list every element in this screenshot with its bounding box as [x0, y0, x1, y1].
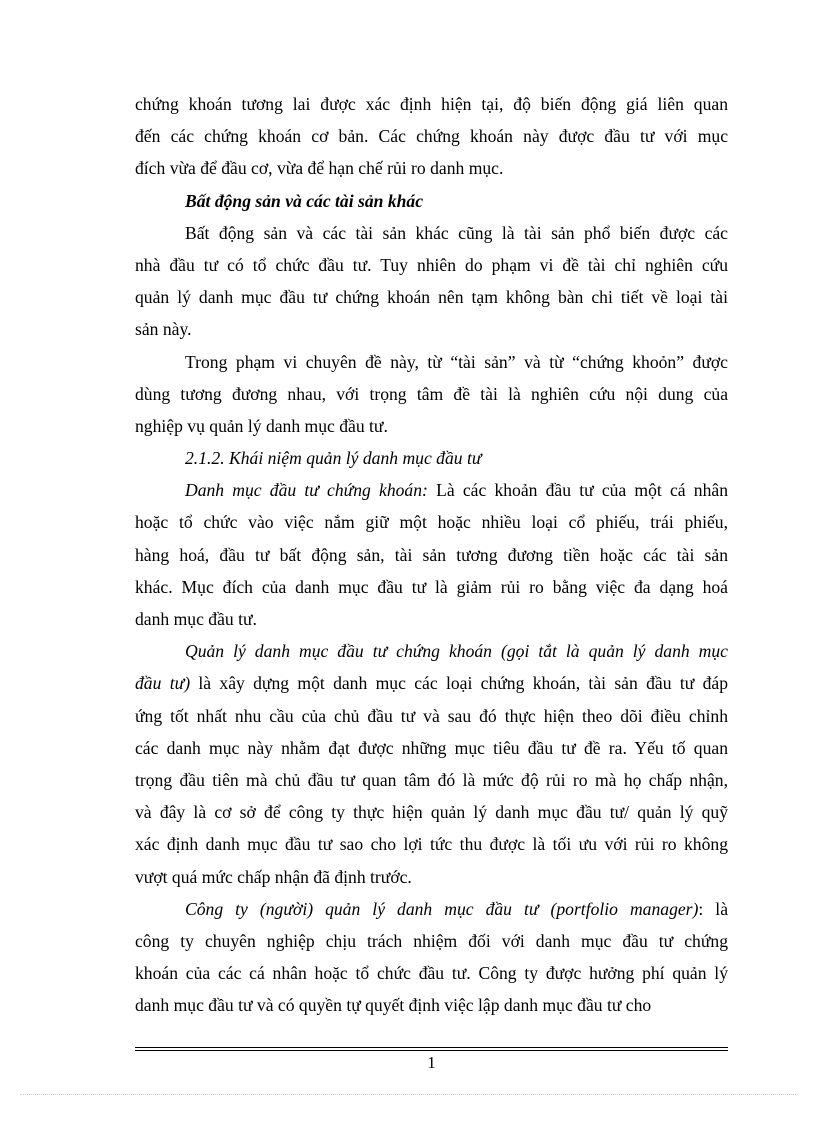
text-line: khoán của các cá nhân hoặc tổ chức đầu tư. Công ty được hưởng phí quản lý [135, 963, 728, 984]
text-line: quản lý danh mục đầu tư chứng khoán nên tạm không bàn chi tiết về loại tài [135, 287, 728, 308]
text-line: vượt quá mức chấp nhận đã định trước. [135, 866, 412, 887]
term-definition: : là [698, 898, 728, 919]
text-line: Trong phạm vi chuyên đề này, từ “tài sản” và từ “chứng khoỏn” được [185, 351, 728, 372]
text-line [135, 474, 728, 506]
term-label: Danh mục đầu tư chứng khoán: [185, 480, 428, 501]
text-line: công ty chuyên nghiệp chịu trách nhiệm đối với danh mục đầu tư chứng [135, 930, 728, 951]
page-number: 1 [427, 1053, 436, 1072]
text-line: nghiệp vụ quản lý danh mục đầu tư. [135, 415, 388, 436]
term-definition: là xây dựng một danh mục các loại chứng khoán, tài sản đầu tư đáp [190, 673, 728, 694]
text-line: các danh mục này nhằm đạt được những mục tiêu đầu tư đề ra. Yếu tố quan [135, 737, 728, 758]
text-line: đến các chứng khoán cơ bản. Các chứng khoán này được đầu tư với mục [135, 126, 728, 147]
section-heading-real-estate: Bất động sản và các tài sản khác [185, 190, 424, 211]
text-line: khác. Mục đích của danh mục đầu tư là giảm rủi ro bằng việc đa dạng hoá [135, 576, 728, 597]
body-text [135, 88, 728, 1021]
text-line: xác định danh mục đầu tư sao cho lợi tức thu được là tối ưu với rủi ro không [135, 834, 728, 855]
footer-rule-bottom [135, 1050, 728, 1051]
text-line: danh mục đầu tư. [135, 609, 257, 629]
text-line: hàng hoá, đầu tư bất động sản, tài sản tương đương tiền hoặc các tài sản [135, 544, 728, 565]
text-line: dùng tương đương nhau, với trọng tâm đề tài là nghiên cứu nội dung của [135, 383, 728, 404]
term-definition: Là các khoản đầu tư của một cá nhân [427, 480, 728, 501]
text-line: và đây là cơ sở để công ty thực hiện quản lý danh mục đầu tư/ quản lý quỹ [135, 802, 728, 823]
text-line: nhà đầu tư có tổ chức đầu tư. Tuy nhiên do phạm vi đề tài chỉ nghiên cứu [135, 254, 728, 275]
text-line [135, 893, 728, 925]
text-line: hoặc tổ chức vào việc nắm giữ một hoặc nhiều loại cổ phiếu, trái phiếu, [135, 512, 728, 533]
term-label: đầu tư) [135, 673, 191, 694]
subsection-heading-2-1-2: 2.1.2. Khái niệm quản lý danh mục đầu tư [185, 448, 482, 469]
footer-rule-top [135, 1047, 728, 1048]
text-line: Bất động sản và các tài sản khác cũng là tài sản phổ biến được các [185, 222, 728, 243]
text-line: ứng tốt nhất nhu cầu của chủ đầu tư và sau đó thực hiện theo dõi điều chỉnh [135, 705, 728, 726]
text-line: đích vừa để đầu cơ, vừa để hạn chế rủi ro danh mục. [135, 158, 504, 179]
text-line: danh mục đầu tư và có quyền tự quyết định việc lập danh mục đầu tư cho [135, 995, 652, 1016]
term-label: Công ty (người) quản lý danh mục đầu tư (portfolio manager) [185, 898, 699, 919]
text-line: chứng khoán tương lai được xác định hiện tại, độ biến động giá liên quan [135, 94, 728, 114]
text-line: trọng đầu tiên mà chủ đầu tư quan tâm đó là mức độ rủi ro mà họ chấp nhận, [135, 769, 728, 790]
text-line: sản này. [135, 319, 192, 340]
text-line [135, 667, 728, 699]
page-break-divider [20, 1094, 796, 1095]
text-line: Quản lý danh mục đầu tư chứng khoán (gọi tắt là quản lý danh mục [185, 641, 728, 662]
